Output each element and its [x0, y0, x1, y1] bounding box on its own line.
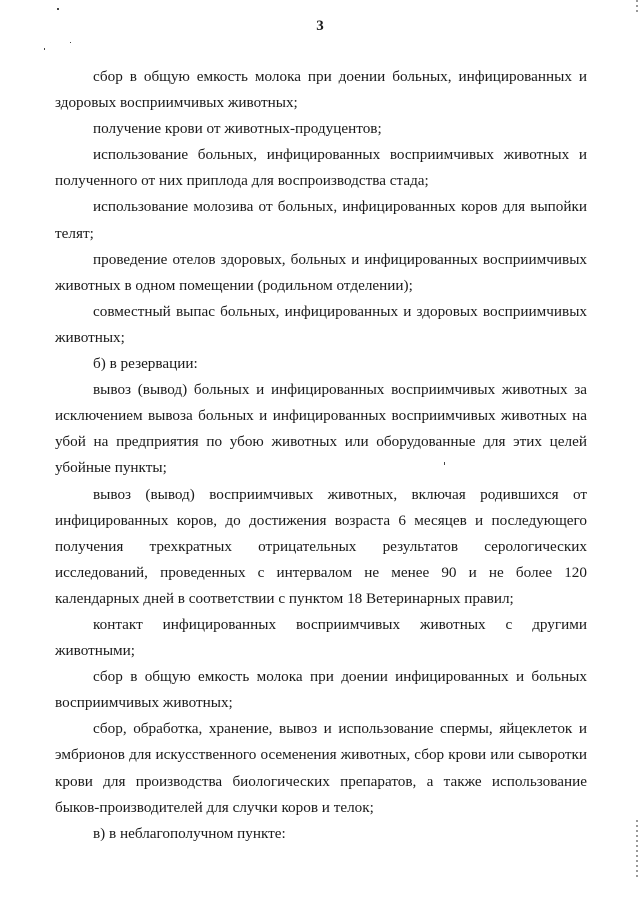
- paragraph: совместный выпас больных, инфицированных и здоровых восприимчивых животных;: [55, 302, 587, 346]
- paragraph: вывоз (вывод) восприимчивых животных, включая родившихся от инфицированных коров, до достижения возраста 6 месяцев и последующего получения трехкратных отрицательных результатов серологических исследований, проведенных с интервалом не менее 90 и не более 120 календарных дней в соответствии с пунктом 18 Ветеринарных правил;: [55, 485, 587, 607]
- paragraph: использование молозива от больных, инфицированных коров для выпойки телят;: [55, 198, 587, 242]
- paragraph: контакт инфицированных восприимчивых животных с другими животными;: [55, 615, 587, 660]
- paragraph: сбор в общую емкость молока при доении инфицированных и больных восприимчивых животных;: [55, 668, 587, 712]
- scan-edge: [636, 820, 638, 880]
- scan-speck: [57, 8, 59, 10]
- scan-speck: [70, 42, 71, 43]
- paragraph: сбор, обработка, хранение, вывоз и использование спермы, яйцеклеток и эмбрионов для искусственного осеменения животных, сбор крови или сыворотки крови для производства биологических препаратов, а также использование быков-производителей для случки коров и телок;: [55, 720, 587, 816]
- scan-speck: [44, 48, 45, 50]
- paragraph: вывоз (вывод) больных и инфицированных восприимчивых животных за исключением вывоза больных и инфицированных восприимчивых животных на убой на предприятия по убою животных или оборудованные для этих целей убойные пункты;: [55, 381, 587, 477]
- section-heading: б) в резервации:: [93, 355, 198, 373]
- paragraph: проведение отелов здоровых, больных и инфицированных восприимчивых животных в одном помещении (родильном отделении);: [55, 250, 587, 294]
- paragraph: сбор в общую емкость молока при доении больных, инфицированных и здоровых восприимчивых животных;: [55, 68, 587, 112]
- section-heading: в) в неблагополучном пункте:: [93, 824, 286, 842]
- paragraph: использование больных, инфицированных восприимчивых животных и полученного от них приплода для воспроизводства стада;: [55, 146, 587, 190]
- paragraph: получение крови от животных-продуцентов;: [93, 120, 382, 138]
- document-body: [55, 64, 587, 847]
- scan-edge: [636, 0, 638, 14]
- page-number: 3: [316, 18, 324, 34]
